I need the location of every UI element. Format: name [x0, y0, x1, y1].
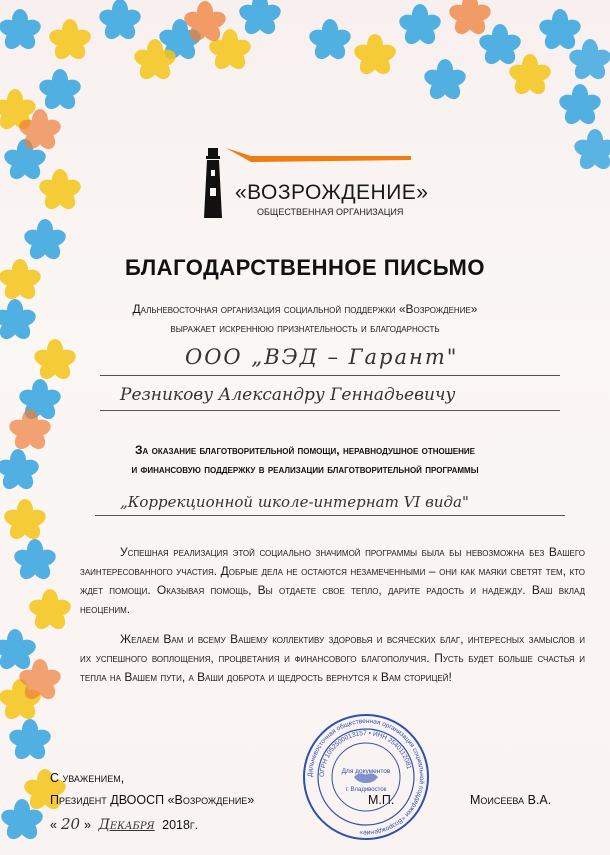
svg-text:г. Владивосток: г. Владивосток: [345, 787, 387, 793]
lighthouse-beam: [226, 148, 411, 162]
svg-text:Дальневосточная общественная о: Дальневосточная общественная организация социальной поддержки «Возрождение»: [306, 717, 426, 837]
regards: С уважением,: [50, 771, 125, 785]
recipient-line-2: [100, 410, 560, 411]
paragraph-wishes: Желаем Вам и всему Вашему коллективу здоровья и всяческих благ, интересных замыслов и их успешного воплощения, процветания и финансового благополучия. Пусть будет больше счастья и тепла на Вашем пути, а Ваши доброта и щедрость вернутся к Вам сторицей!: [80, 632, 585, 684]
organization-stamp: [302, 713, 430, 841]
recipient-person: Резникову Александру Геннадьевичу: [120, 385, 456, 405]
reason-line-2: и финансовую поддержку в реализации благотворительной программы: [131, 462, 479, 476]
letter-title: БЛАГОДАРСТВЕННОЕ ПИСЬМО: [124, 255, 485, 280]
svg-text:Для документов: Для документов: [341, 768, 391, 775]
reason-line-1: За оказание благотворительной помощи, неравнодушное отношение: [135, 443, 475, 457]
program-line: [95, 515, 565, 516]
intro-line-1: Дальневосточная организация социальной поддержки «Возрождение»: [132, 302, 478, 316]
svg-text:ОГРН 1052500013157 • ИНН 25401: ОГРН 1052500013157 • ИНН 2540112081: [318, 729, 413, 778]
stamp-place-label: М.П.: [368, 793, 395, 807]
paragraph-gratitude: Успешная реализация этой социально значимой программы была бы невозможна без Вашего заинтересованного участия. Добрые дела не остаются незамеченными – они как маяки светят тем, кто ждет помощи. Оказывая помощь, Вы отдаете свое тепло, дарите радость и надежду. Ваш вклад неоценим.: [80, 545, 585, 616]
signer-name: Моисеева В.А.: [470, 793, 552, 807]
organization-name: «ВОЗРОЖДЕНИЕ»: [235, 181, 429, 204]
letter-date: « 20 » Декабря 2018г.: [50, 815, 199, 833]
signer-position: Президент ДВООСП «Возрождение»: [50, 793, 255, 807]
intro-line-2: выражает искреннюю признательность и благодарность: [170, 321, 440, 335]
program-name: „Коррекционной школе-интернат VI вида": [120, 493, 469, 511]
organization-subtitle: ОБЩЕСТВЕННАЯ ОРГАНИЗАЦИЯ: [257, 207, 404, 217]
recipient-company: ООО „ВЭД – Гарант": [185, 345, 459, 369]
recipient-line-1: [100, 375, 560, 376]
